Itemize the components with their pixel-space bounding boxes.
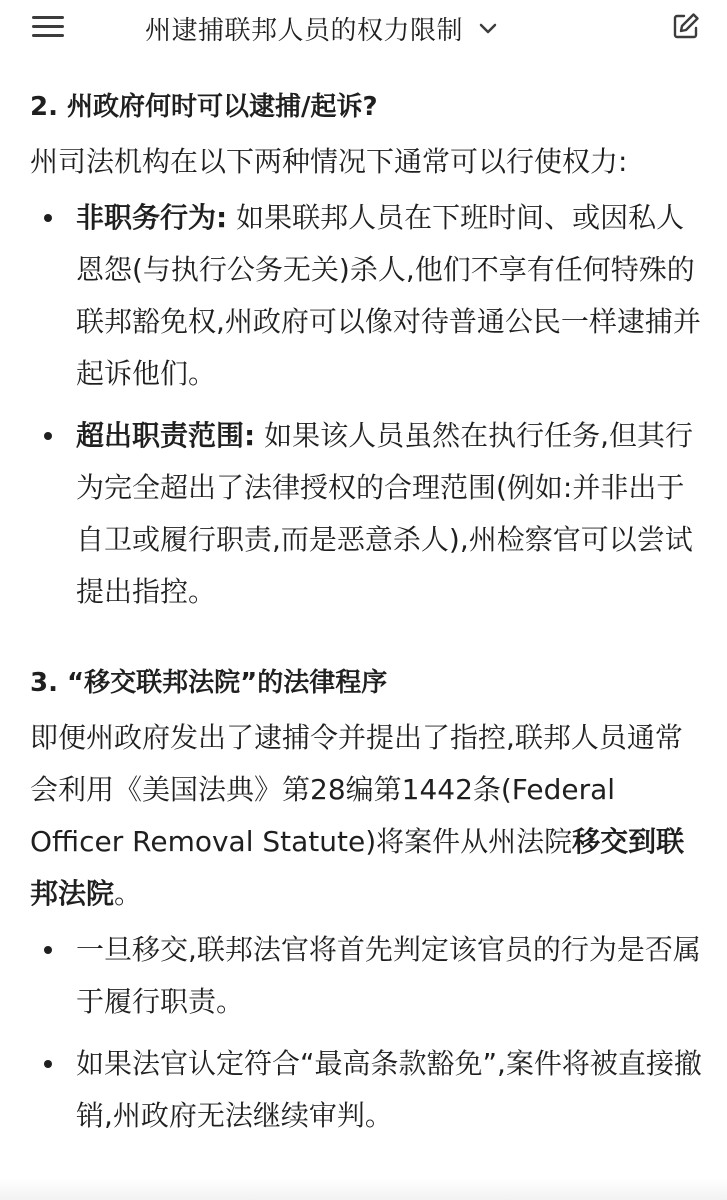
section-3-list (30, 924, 702, 1142)
section-3-intro (30, 712, 702, 920)
bullet-icon (44, 1060, 52, 1068)
list-item (30, 410, 702, 618)
section-3-intro-text: 即便州政府发出了逮捕令并提出了指控,联邦人员通常会利用《美国法典》第28编第1442条(Federal Officer Removal Statute)将案件从州法院 (30, 721, 683, 858)
list-item (30, 924, 702, 1028)
bullet-icon (44, 214, 52, 222)
edit-icon[interactable] (670, 10, 702, 42)
section-3-intro-emphasis: 移交到联邦法院 (30, 825, 685, 910)
hamburger-menu-icon[interactable] (32, 14, 64, 40)
list-item (30, 1038, 702, 1142)
list-item (30, 192, 702, 400)
section-2-intro: 州司法机构在以下两种情况下通常可以行使权力: (30, 145, 628, 178)
bullet-icon (44, 432, 52, 440)
list-item-text: 如果该人员虽然在执行任务,但其行为完全超出了法律授权的合理范围(例如:并非出于自卫或履行职责,而是恶意杀人),州检察官可以尝试提出指控。 (76, 419, 694, 608)
bullet-icon (44, 946, 52, 954)
bottom-fade (0, 1178, 727, 1200)
section-spacer (30, 628, 702, 664)
top-bar (0, 0, 727, 56)
conversation-title-button[interactable] (145, 8, 499, 48)
section-heading-2: 2. 州政府何时可以逮捕/起诉? (30, 92, 378, 122)
list-item-term: 超出职责范围: (76, 419, 256, 452)
section-heading-3: 3. “移交联邦法院”的法律程序 (30, 668, 388, 698)
list-item-text: 如果法官认定符合“最高条款豁免”,案件将被直接撤销,州政府无法继续审判。 (76, 1047, 702, 1132)
conversation-title: 州逮捕联邦人员的权力限制 (145, 15, 464, 46)
chevron-down-icon (477, 17, 499, 39)
list-item-text: 一旦移交,联邦法官将首先判定该官员的行为是否属于履行职责。 (76, 933, 701, 1018)
section-3-intro-end: 。 (114, 877, 143, 910)
list-item-term: 非职务行为: (76, 201, 228, 234)
section-2-list (30, 192, 702, 618)
list-item-text: 如果联邦人员在下班时间、或因私人恩怨(与执行公务无关)杀人,他们不享有任何特殊的联邦豁免权,州政府可以像对待普通公民一样逮捕并起诉他们。 (76, 201, 701, 390)
message-content (30, 88, 702, 1152)
